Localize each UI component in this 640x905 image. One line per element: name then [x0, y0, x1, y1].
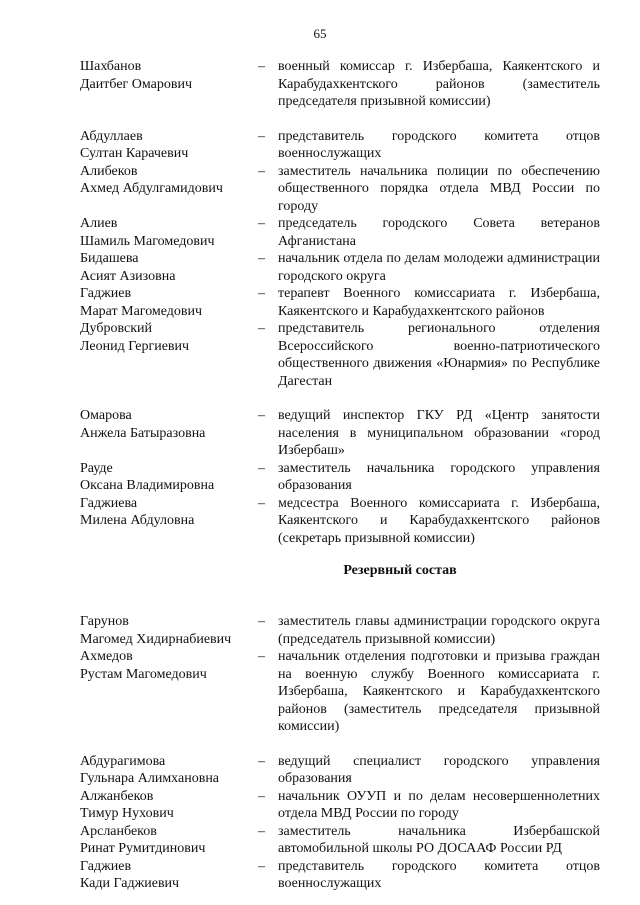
member-position: терапевт Военного комиссариата г. Избербаша, Каякентского и Карабудахкентского районов — [278, 286, 600, 319]
dash-separator: – — [258, 823, 265, 839]
member-entry — [80, 128, 600, 163]
member-name — [80, 407, 258, 460]
member-given-names: Магомед Хидирнабиевич — [80, 631, 232, 647]
member-position: заместитель главы администрации городского округа (председатель призывной комиссии) — [278, 614, 600, 647]
member-entry — [80, 858, 600, 893]
member-name — [80, 823, 258, 858]
member-name — [80, 613, 258, 648]
member-surname: Арсланбеков — [80, 823, 157, 839]
member-entry — [80, 58, 600, 111]
member-entry — [80, 163, 600, 216]
dash-separator: – — [258, 251, 265, 266]
dash-separator: – — [258, 788, 265, 804]
member-entry — [80, 495, 600, 548]
dash-separator: – — [258, 286, 265, 301]
member-position: военный комиссар г. Избербаша, Каякентского и Карабудахкентского районов (заместитель председателя призывной комиссии) — [278, 59, 600, 109]
member-name — [80, 753, 258, 788]
entry-spacer — [80, 111, 600, 128]
member-position: начальник отдела по делам молодежи администрации городского округа — [278, 251, 600, 284]
member-surname: Алибеков — [80, 163, 138, 179]
member-position: председатель городского Совета ветеранов Афганистана — [278, 216, 600, 249]
dash-separator: – — [258, 460, 265, 476]
dash-separator: – — [258, 321, 265, 336]
member-surname: Ахмедов — [80, 649, 133, 664]
page-number: 65 — [313, 26, 327, 41]
member-given-names: Милена Абдуловна — [80, 513, 195, 528]
document-body — [80, 58, 600, 893]
member-position: представитель регионального отделения Всероссийского военно-патриотического общественного движения «Юнармия» по Республике Дагестан — [278, 321, 600, 389]
member-given-names: Шамиль Магомедович — [80, 233, 215, 249]
commission-main-list — [80, 58, 600, 547]
member-entry — [80, 753, 600, 788]
member-given-names: Кади Гаджиевич — [80, 876, 180, 891]
member-name — [80, 58, 258, 111]
dash-separator: – — [258, 216, 265, 231]
member-position: ведущий специалист городского управления образования — [278, 753, 600, 786]
member-name — [80, 215, 258, 250]
member-entry — [80, 823, 600, 858]
member-name — [80, 285, 258, 320]
commission-reserve-list — [80, 613, 600, 893]
member-entry — [80, 460, 600, 495]
member-surname: Абдурагимова — [80, 753, 166, 769]
member-name — [80, 648, 258, 736]
dash-separator: – — [258, 59, 265, 74]
member-name — [80, 858, 258, 893]
member-name — [80, 128, 258, 163]
member-entry — [80, 215, 600, 250]
member-entry — [80, 285, 600, 320]
entry-spacer — [80, 736, 600, 753]
member-surname: Алжанбеков — [80, 788, 154, 804]
dash-separator: – — [258, 408, 265, 423]
member-surname: Шахбанов — [80, 59, 142, 74]
member-surname: Бидашева — [80, 251, 139, 266]
member-given-names: Оксана Владимировна — [80, 478, 215, 493]
member-entry — [80, 613, 600, 648]
member-position: медсестра Военного комиссариата г. Избербаша, Каякентского и Карабудахкентского районов (секретарь призывной комиссии) — [278, 495, 600, 546]
member-name — [80, 320, 258, 390]
member-given-names: Марат Магомедович — [80, 303, 203, 319]
dash-separator: – — [258, 495, 265, 511]
dash-separator: – — [258, 649, 265, 664]
member-entry — [80, 407, 600, 460]
member-given-names: Ринат Румитдинович — [80, 841, 206, 856]
member-name — [80, 163, 258, 216]
section-title-reserve: Резервный состав — [343, 563, 457, 578]
member-name — [80, 460, 258, 495]
member-name — [80, 788, 258, 823]
member-given-names: Леонид Гергиевич — [80, 338, 190, 354]
member-position: заместитель начальника полиции по обеспечению общественного порядка отдела МВД России по городу — [278, 163, 600, 214]
member-entry — [80, 788, 600, 823]
member-surname: Рауде — [80, 460, 113, 476]
member-entry — [80, 250, 600, 285]
member-given-names: Султан Карачевич — [80, 146, 189, 161]
member-surname: Гаджиева — [80, 495, 138, 511]
member-position: заместитель начальника Избербашской автомобильной школы РО ДОСААФ России РД — [278, 823, 600, 856]
member-surname: Гаджиев — [80, 858, 132, 874]
member-given-names: Ахмед Абдулгамидович — [80, 181, 223, 196]
member-given-names: Тимур Нухович — [80, 806, 174, 821]
member-surname: Гаджиев — [80, 286, 132, 301]
dash-separator: – — [258, 163, 265, 179]
dash-separator: – — [258, 858, 265, 874]
member-position: начальник ОУУП и по делам несовершеннолетних отдела МВД России по городу — [278, 788, 600, 821]
member-given-names: Асият Азизовна — [80, 268, 176, 284]
member-surname: Алиев — [80, 216, 118, 231]
member-given-names: Гульнара Алимхановна — [80, 771, 220, 786]
member-name — [80, 495, 258, 548]
dash-separator: – — [258, 614, 265, 629]
member-surname: Дубровский — [80, 321, 153, 336]
member-position: ведущий инспектор ГКУ РД «Центр занятости населения в муниципальном образовании «город Избербаш» — [278, 408, 600, 458]
dash-separator: – — [258, 128, 265, 144]
member-given-names: Рустам Магомедович — [80, 666, 207, 682]
member-given-names: Анжела Батыразовна — [80, 425, 206, 441]
member-position: представитель городского комитета отцов военнослужащих — [278, 128, 600, 161]
member-position: начальник отделения подготовки и призыва граждан на военную службу Военного комиссариата г. Избербаша, Каякентского и Карабудахкентского районов (заместитель председателя призывной комиссии) — [278, 649, 600, 734]
member-surname: Омарова — [80, 408, 132, 423]
entry-spacer — [80, 390, 600, 407]
member-surname: Абдуллаев — [80, 128, 143, 144]
member-position: представитель городского комитета отцов военнослужащих — [278, 858, 600, 891]
member-name — [80, 250, 258, 285]
member-position: заместитель начальника городского управления образования — [278, 460, 600, 493]
member-entry — [80, 648, 600, 736]
member-entry — [80, 320, 600, 390]
dash-separator: – — [258, 753, 265, 769]
member-surname: Гарунов — [80, 614, 129, 629]
member-given-names: Даитбег Омарович — [80, 76, 192, 92]
